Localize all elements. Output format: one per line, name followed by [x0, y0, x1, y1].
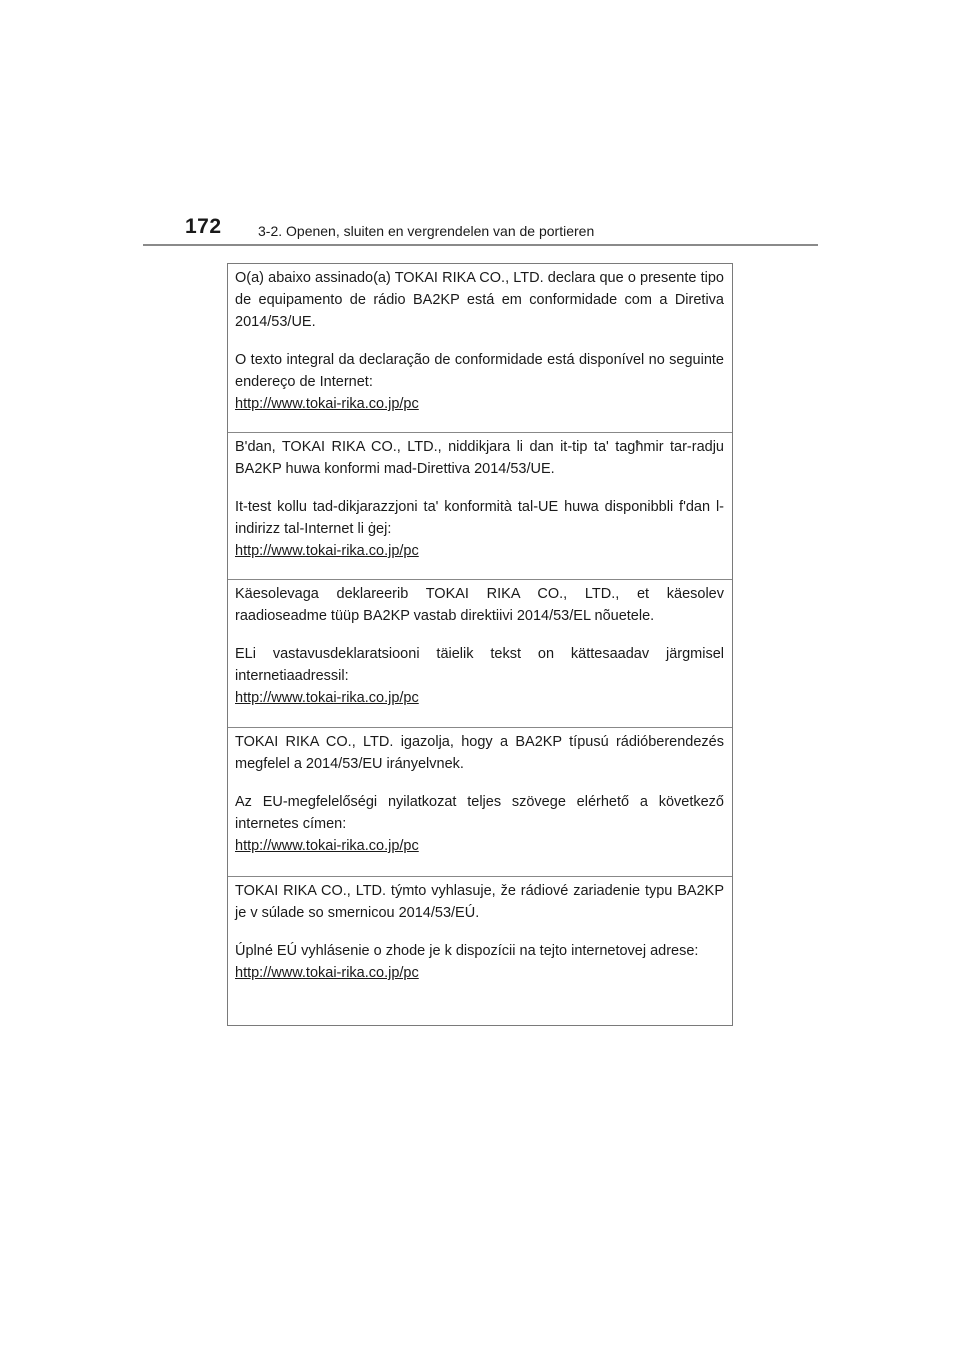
declaration-block-hungarian — [228, 728, 732, 877]
declaration-availability: O texto integral da declaração de conformidade está disponível no seguinte endereço de Internet: — [235, 352, 724, 390]
page-header — [185, 213, 825, 245]
declaration-availability: Úplné EÚ vyhlásenie o zhode je k dispozícii na tejto internetovej adrese: — [235, 943, 699, 959]
declaration-statement: TOKAI RIKA CO., LTD. igazolja, hogy a BA2KP típusú rádióberendezés megfelel a 2014/53/EU irányelvnek. — [235, 734, 724, 772]
declaration-block-estonian — [228, 580, 732, 728]
declaration-availability: It-test kollu tad-dikjarazzjoni ta' konformità tal-UE huwa disponibbli f'dan l-indirizz tal-Internet li ġej: — [235, 499, 724, 537]
declaration-availability: ELi vastavusdeklaratsiooni täielik tekst on kättesaadav järgmisel internetiaadressil: — [235, 646, 724, 684]
declaration-table — [227, 263, 733, 1026]
declaration-url-link[interactable]: http://www.tokai-rika.co.jp/pc — [235, 965, 419, 981]
header-divider — [143, 244, 818, 246]
declaration-block-maltese — [228, 433, 732, 580]
declaration-url-link[interactable]: http://www.tokai-rika.co.jp/pc — [235, 690, 419, 706]
declaration-url-link[interactable]: http://www.tokai-rika.co.jp/pc — [235, 396, 419, 412]
declaration-statement: TOKAI RIKA CO., LTD. týmto vyhlasuje, že rádiové zariadenie typu BA2KP je v súlade so smernicou 2014/53/EÚ. — [235, 883, 724, 921]
page-number: 172 — [185, 215, 222, 238]
declaration-statement: O(a) abaixo assinado(a) TOKAI RIKA CO., LTD. declara que o presente tipo de equipamento de rádio BA2KP está em conformidade com a Diretiva 2014/53/UE. — [235, 270, 724, 330]
declaration-statement: Käesolevaga deklareerib TOKAI RIKA CO., LTD., et käesolev raadioseadme tüüp BA2KP vastab direktiivi 2014/53/EL nõuetele. — [235, 586, 724, 624]
declaration-block-portuguese — [228, 264, 732, 433]
declaration-block-slovak — [228, 877, 732, 1025]
declaration-availability: Az EU-megfelelőségi nyilatkozat teljes szövege elérhető a következő internetes címen: — [235, 794, 724, 832]
declaration-url-link[interactable]: http://www.tokai-rika.co.jp/pc — [235, 838, 419, 854]
section-title: 3-2. Openen, sluiten en vergrendelen van de portieren — [258, 223, 595, 239]
declaration-url-link[interactable]: http://www.tokai-rika.co.jp/pc — [235, 543, 419, 559]
declaration-statement: B'dan, TOKAI RIKA CO., LTD., niddikjara li dan it-tip ta' tagħmir tar-radju BA2KP huwa konformi mad-Direttiva 2014/53/UE. — [235, 439, 724, 477]
